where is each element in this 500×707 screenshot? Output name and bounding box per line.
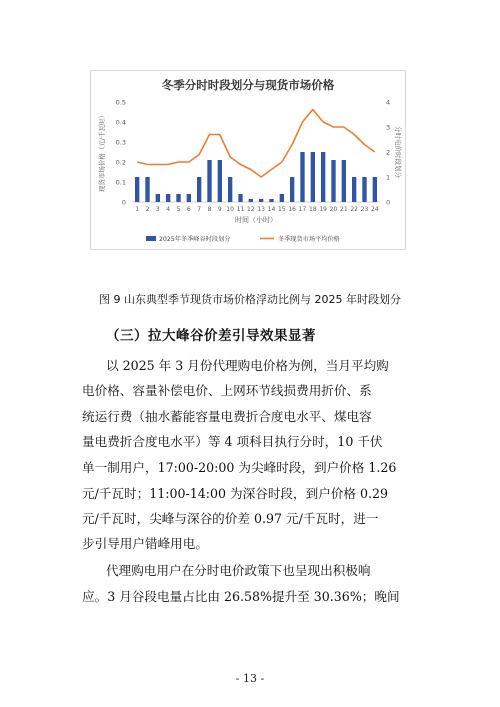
x-tick-label: 21: [340, 206, 348, 213]
bar-8: [207, 160, 211, 202]
bar-21: [342, 160, 346, 202]
x-tick-label: 4: [166, 206, 171, 213]
paragraph-1-line-5: 单一制用户，17:00-20:00 为尖峰时段，到户价格 1.26: [82, 460, 397, 475]
paragraph-1-line-6: 元/千瓦时；11:00-14:00 为深谷时段，到户价格 0.29: [82, 486, 389, 501]
paragraph-1-line-8: 步引导用户错峰用电。: [82, 536, 208, 551]
y-tick-label: 0.2: [115, 158, 126, 167]
bar-17: [300, 152, 304, 202]
x-tick-label: 20: [329, 206, 338, 213]
y-axis-title: 现货市场价格（元/千瓦时）: [98, 111, 106, 193]
bar-2: [145, 177, 149, 202]
bar-3: [156, 194, 160, 202]
section-heading: （三）拉大峰谷价差引导效果显著: [106, 328, 316, 344]
y2-axis-title: 分时电价时段划分: [394, 126, 402, 178]
paragraph-1-line-1: 以 2025 年 3 月份代理购电价格为例，当月平均购: [106, 358, 389, 373]
bar-13: [259, 199, 263, 202]
chart-title: 冬季分时时段划分与现货市场价格: [161, 78, 335, 92]
bar-19: [321, 152, 325, 202]
bar-18: [311, 152, 315, 202]
x-tick-label: 15: [278, 206, 286, 213]
x-tick-label: 23: [360, 206, 369, 213]
x-tick-label: 6: [186, 206, 191, 213]
x-tick-label: 19: [319, 206, 327, 213]
x-tick-label: 13: [257, 206, 265, 213]
paragraph-2-line-1: 代理购电用户在分时电价政策下也呈现出积极响: [106, 563, 371, 578]
y-tick-label: 0: [121, 198, 126, 207]
x-tick-label: 18: [309, 206, 317, 213]
bar-10: [228, 177, 232, 202]
legend-bar-label: 2025年冬季峰谷时段划分: [159, 236, 231, 243]
x-tick-label: 3: [155, 206, 160, 213]
x-tick-label: 17: [298, 206, 307, 213]
bar-11: [238, 194, 242, 202]
price-line: [137, 110, 375, 178]
bar-16: [290, 177, 294, 202]
paragraph-1-line-3: 统运行费（抽水蓄能容量电费折合度电水平、煤电容: [82, 409, 372, 424]
x-tick-label: 1: [135, 206, 140, 213]
bar-7: [197, 177, 201, 202]
y2-tick-label: 0: [386, 198, 391, 207]
x-tick-label: 14: [267, 206, 276, 213]
bar-23: [362, 177, 366, 202]
y2-tick-label: 3: [386, 123, 391, 132]
paragraph-1-line-4: 量电费折合度电水平）等 4 项科目执行分时，10 千伏: [82, 434, 383, 449]
y2-tick-label: 2: [386, 148, 391, 157]
y2-tick-label: 4: [386, 98, 391, 107]
page-number: - 13 -: [235, 672, 265, 685]
legend-line-label: 冬季现货市场平均价格: [278, 236, 340, 243]
x-tick-label: 7: [197, 206, 202, 213]
bar-4: [166, 194, 170, 202]
x-tick-label: 22: [350, 206, 358, 213]
bar-14: [269, 199, 273, 202]
legend-bar-swatch: [146, 236, 156, 241]
figure-caption: 图 9 山东典型季节现货市场价格浮动比例与 2025 年时段划分: [99, 293, 401, 306]
bar-6: [187, 194, 191, 202]
bar-1: [135, 177, 139, 202]
bar-15: [280, 194, 284, 202]
chart: [90, 70, 406, 250]
paragraph-2-line-2: 应。3 月谷段电量占比由 26.58%提升至 30.36%；晚间: [82, 589, 400, 604]
x-tick-label: 16: [288, 206, 296, 213]
x-tick-label: 12: [247, 206, 255, 213]
x-tick-label: 2: [145, 206, 150, 213]
x-tick-label: 11: [236, 206, 245, 213]
y-tick-label: 0.4: [115, 118, 126, 127]
y-tick-label: 0.5: [115, 98, 126, 107]
bar-9: [218, 160, 222, 202]
x-tick-label: 10: [226, 206, 234, 213]
bar-12: [249, 199, 253, 202]
x-tick-label: 8: [207, 206, 212, 213]
x-tick-label: 9: [217, 206, 222, 213]
x-tick-label: 24: [371, 206, 379, 213]
x-tick-label: 5: [176, 206, 181, 213]
y-tick-label: 0.3: [115, 138, 126, 147]
bar-5: [176, 194, 180, 202]
bar-22: [352, 177, 356, 202]
paragraph-1-line-7: 元/千瓦时，尖峰与深谷的价差 0.97 元/千瓦时，进一: [82, 511, 379, 526]
y2-tick-label: 1: [386, 173, 391, 182]
bar-24: [373, 177, 377, 202]
bar-20: [331, 160, 335, 202]
x-axis-title: 时间（小时）: [235, 216, 277, 224]
paragraph-1-line-2: 电价格、容量补偿电价、上网环节线损费用折价、系: [82, 383, 372, 398]
y-tick-label: 0.1: [115, 178, 126, 187]
